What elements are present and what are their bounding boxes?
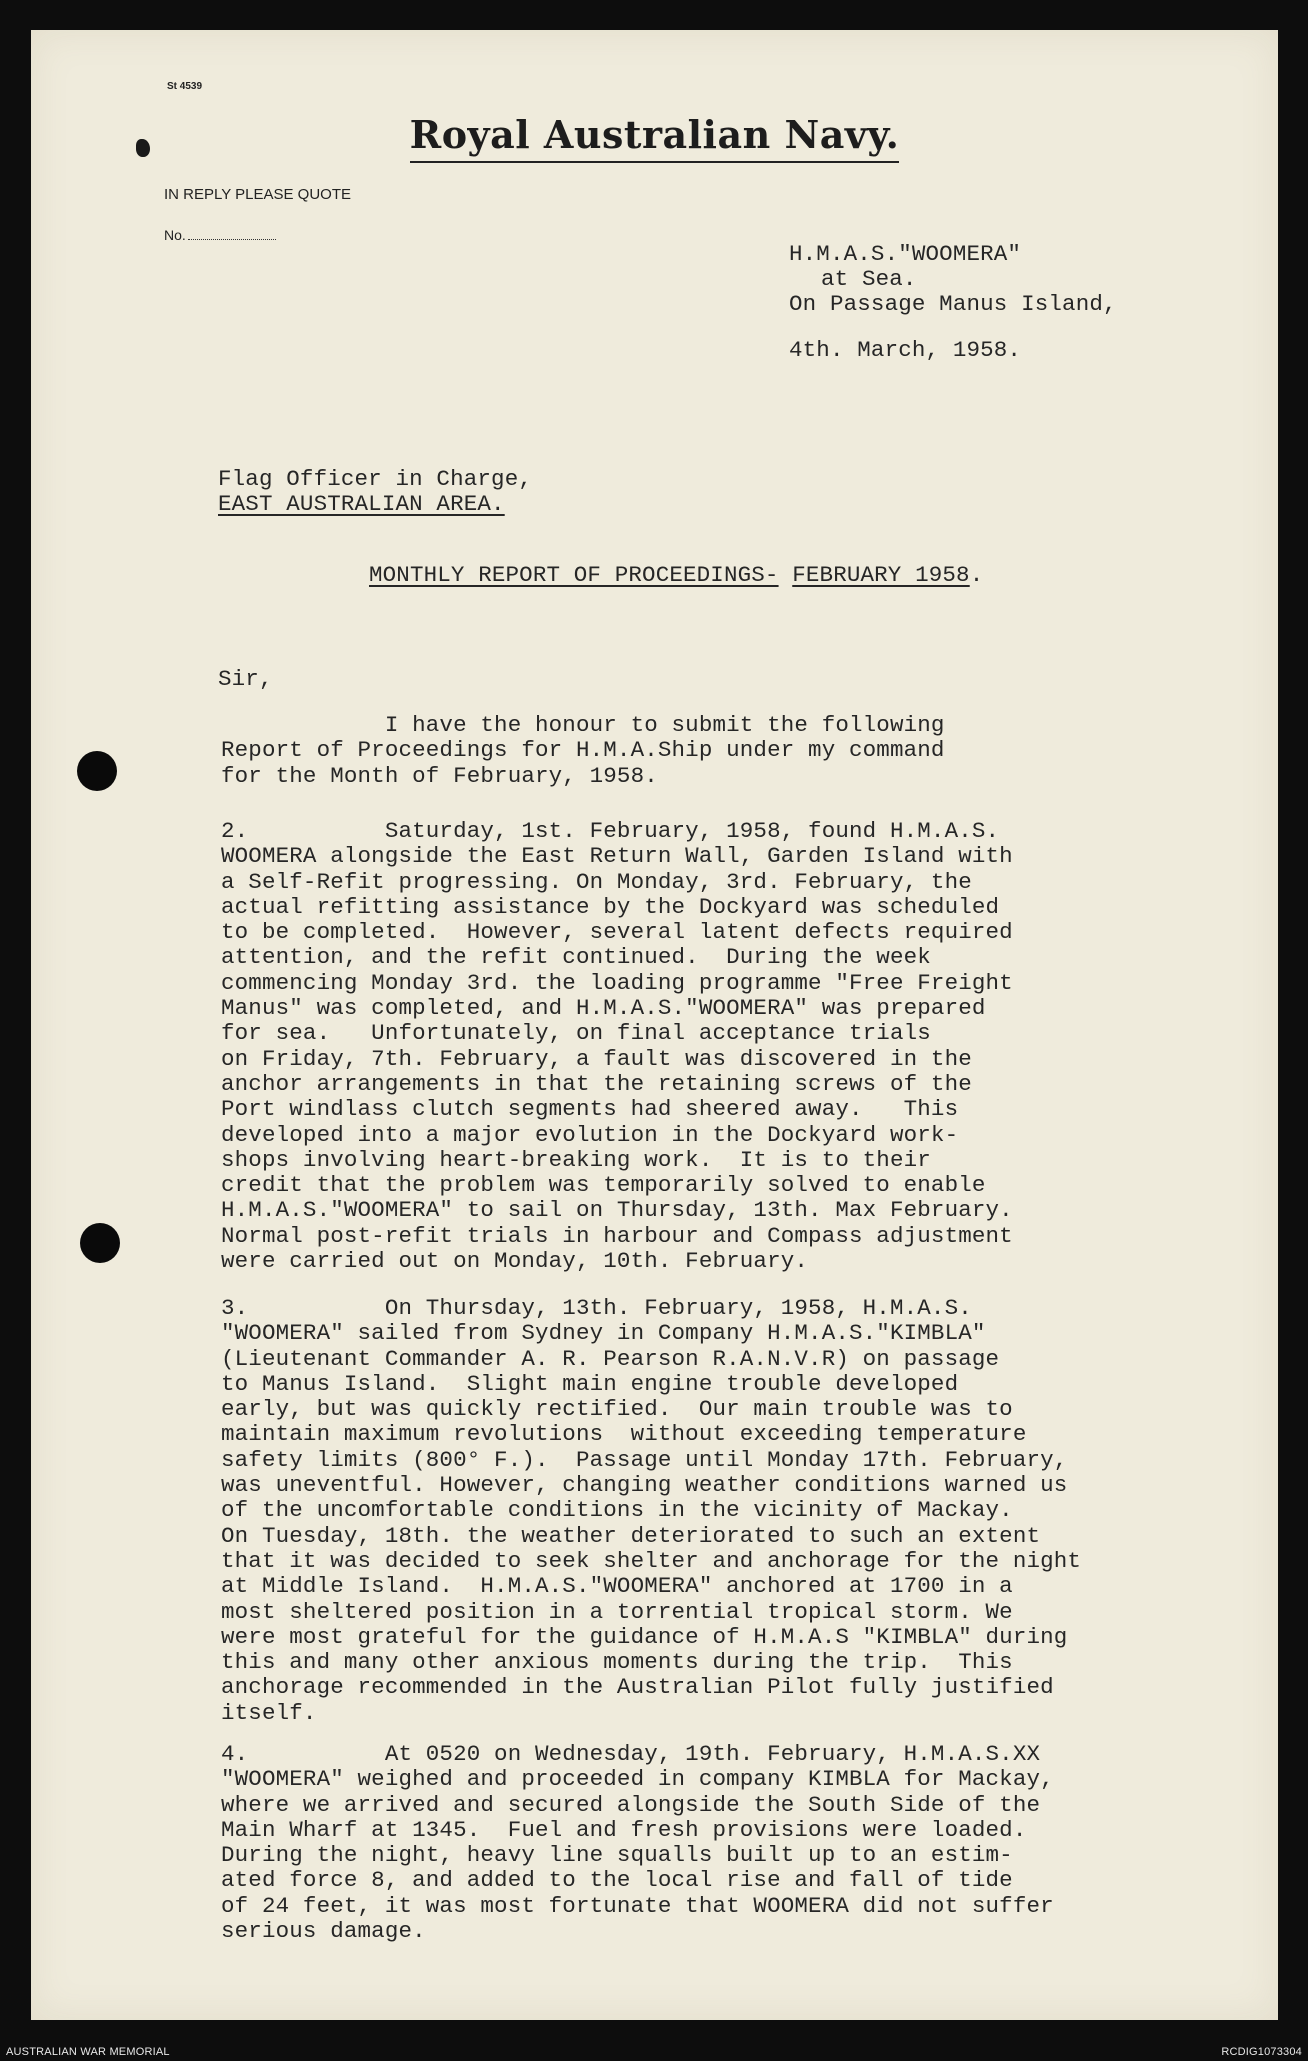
subject-month: FEBRUARY 1958	[792, 562, 970, 588]
letterhead-text: Royal Australian Navy.	[410, 112, 900, 163]
punch-hole-top	[77, 751, 117, 791]
address-location: at Sea.	[821, 266, 917, 292]
subject-suffix: .	[969, 562, 984, 588]
footer-record-id: RCDIG1073304	[1221, 2046, 1302, 2058]
document-page	[31, 30, 1278, 2020]
letter-date: 4th. March, 1958.	[789, 337, 1022, 363]
recipient-title: Flag Officer in Charge,	[218, 466, 533, 492]
reply-number-line	[188, 239, 276, 240]
subject-line	[369, 563, 983, 588]
salutation: Sir,	[218, 666, 273, 692]
recipient-area: EAST AUSTRALIAN AREA.	[218, 491, 505, 517]
address-passage: On Passage Manus Island,	[789, 291, 1117, 317]
paragraph-2: 2. Saturday, 1st. February, 1958, found H.M.A.S. WOOMERA alongside the East Return Wall, Garden Island with a Self-Refit progressing. On Monday, 3rd. February, the actual refitting assistance by the Dockyard was scheduled to be completed. However, several latent defects required attention, and the refit continued. During the week commencing Monday 3rd. the loading programme "Free Freight Manus" was completed, and H.M.A.S."WOOMERA" was prepared for sea. Unfortunately, on final acceptance trials on Friday, 7th. February, a fault was discovered in the anchor arrangements in that the retaining screws of the Port windlass clutch segments had sheered away. This developed into a major evolution in the Dockyard work- shops involving heart-breaking work. It is to their credit that the problem was temporarily solved to enable H.M.A.S."WOOMERA" to sail on Thursday, 13th. Max February. Normal post-refit trials in harbour and Compass adjustment were carried out on Monday, 10th. February.	[221, 818, 1013, 1275]
footer-institution: AUSTRALIAN WAR MEMORIAL	[6, 2046, 170, 2058]
address-ship: H.M.A.S."WOOMERA"	[789, 241, 1022, 267]
reply-label: IN REPLY PLEASE QUOTE	[164, 186, 352, 203]
reply-number-label: No.	[164, 227, 186, 243]
paragraph-4: 4. At 0520 on Wednesday, 19th. February, H.M.A.S.XX "WOOMERA" weighed and proceeded in company KIMBLA for Mackay, where we arrived and secured alongside the South Side of the Main Wharf at 1345. Fuel and fresh provisions were loaded. During the night, heavy line squalls built up to an estim- ated force 8, and added to the local rise and fall of tide of 24 feet, it was most fortunate that WOOMERA did not suffer serious damage.	[221, 1741, 1054, 1945]
letterhead	[31, 112, 1278, 157]
punch-hole-bottom	[80, 1223, 120, 1263]
paragraph-3: 3. On Thursday, 13th. February, 1958, H.M.A.S. "WOOMERA" sailed from Sydney in Company H.M.A.S."KIMBLA" (Lieutenant Commander A. R. Pearson R.A.N.V.R) on passage to Manus Island. Slight main engine trouble developed early, but was quickly rectified. Our main trouble was to maintain maximum revolutions without exceeding temperature safety limits (800° F.). Passage until Monday 17th. February, was uneventful. However, changing weather conditions warned us of the uncomfortable conditions in the vicinity of Mackay. On Tuesday, 18th. the weather deteriorated to such an extent that it was decided to seek shelter and anchorage for the night at Middle Island. H.M.A.S."WOOMERA" anchored at 1700 in a most sheltered position in a torrential tropical storm. We were most grateful for the guidance of H.M.A.S "KIMBLA" during this and many other anxious moments during the trip. This anchorage recommended in the Australian Pilot fully justified itself.	[221, 1295, 1082, 1726]
subject-prefix: MONTHLY REPORT OF PROCEEDINGS-	[369, 562, 779, 588]
form-code: St 4539	[167, 81, 203, 92]
paragraph-1: I have the honour to submit the following Report of Proceedings for H.M.A.Ship under my command for the Month of February, 1958.	[221, 712, 945, 789]
reply-number	[164, 227, 276, 243]
